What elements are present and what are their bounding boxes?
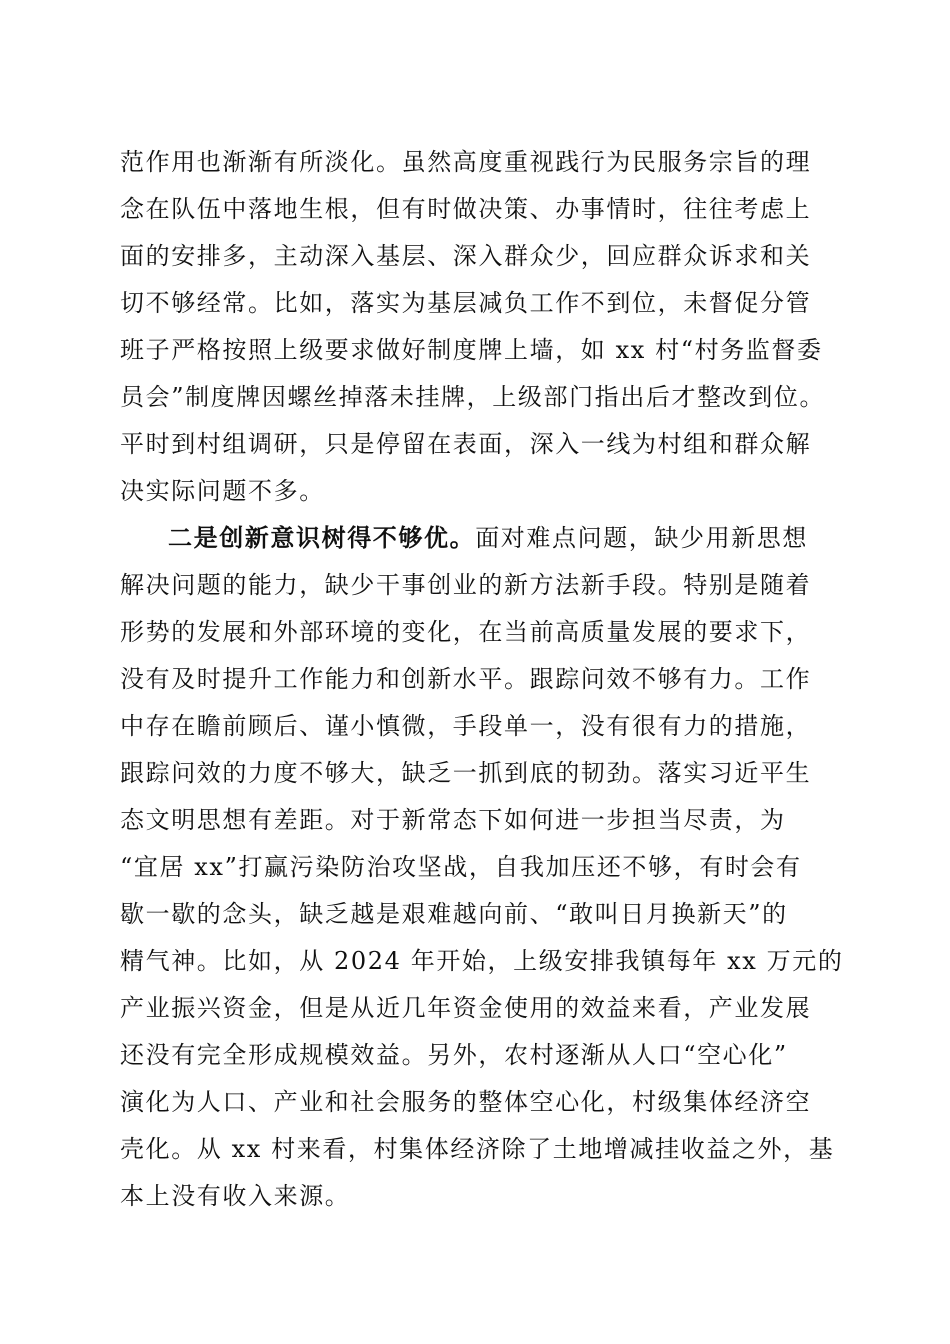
text-line: 本上没有收入来源。 [120,1182,351,1210]
text-line: 演化为人口、产业和社会服务的整体空心化，村级集体经济空 [120,1088,812,1116]
text-line: 念在队伍中落地生根，但有时做决策、办事情时，往往考虑上 [120,195,812,223]
text-line: 范作用也渐渐有所淡化。虽然高度重视践行为民服务宗旨的理 [120,148,812,176]
text-line: 态文明思想有差距。对于新常态下如何进一步担当尽责，为 [120,806,786,834]
text-line: 跟踪问效的力度不够大，缺乏一抓到底的韧劲。落实习近平生 [120,759,812,787]
text-line: 还没有完全形成规模效益。另外，农村逐渐从人口“空心化” [120,1041,788,1069]
text-line: “宜居 xx”打赢污染防治攻坚战，自我加压还不够，有时会有 [120,853,802,881]
text-line: 决实际问题不多。 [120,477,325,505]
text-line: 切不够经常。比如，落实为基层减负工作不到位，未督促分管 [120,289,812,317]
text-line: 解决问题的能力，缺少干事创业的新方法新手段。特别是随着 [120,571,812,599]
text-line: 班子严格按照上级要求做好制度牌上墙，如 xx 村“村务监督委 [120,336,823,364]
text-line: 中存在瞻前顾后、谨小慎微，手段单一，没有很有力的措施， [120,712,812,740]
text-line: 歇一歇的念头，缺乏越是艰难越向前、“敢叫日月换新天”的 [120,900,788,928]
text-line: 平时到村组调研，只是停留在表面，深入一线为村组和群众解 [120,430,812,458]
text-line: 产业振兴资金，但是从近几年资金使用的效益来看，产业发展 [120,994,812,1022]
paragraph-first-line [168,523,808,553]
paragraph-first-line-rest: 面对难点问题，缺少用新思想 [475,524,809,552]
text-line: 员会”制度牌因螺丝掉落未挂牌，上级部门指出后才整改到位。 [120,383,826,411]
text-line: 精气神。比如，从 2024 年开始，上级安排我镇每年 xx 万元的 [120,947,844,975]
paragraph-heading: 二是创新意识树得不够优。 [168,523,476,552]
text-line: 形势的发展和外部环境的变化，在当前高质量发展的要求下， [120,618,812,646]
text-line: 面的安排多，主动深入基层、深入群众少，回应群众诉求和关 [120,242,812,270]
text-line: 壳化。从 xx 村来看，村集体经济除了土地增减挂收益之外，基 [120,1135,835,1163]
text-line: 没有及时提升工作能力和创新水平。跟踪问效不够有力。工作 [120,665,812,693]
